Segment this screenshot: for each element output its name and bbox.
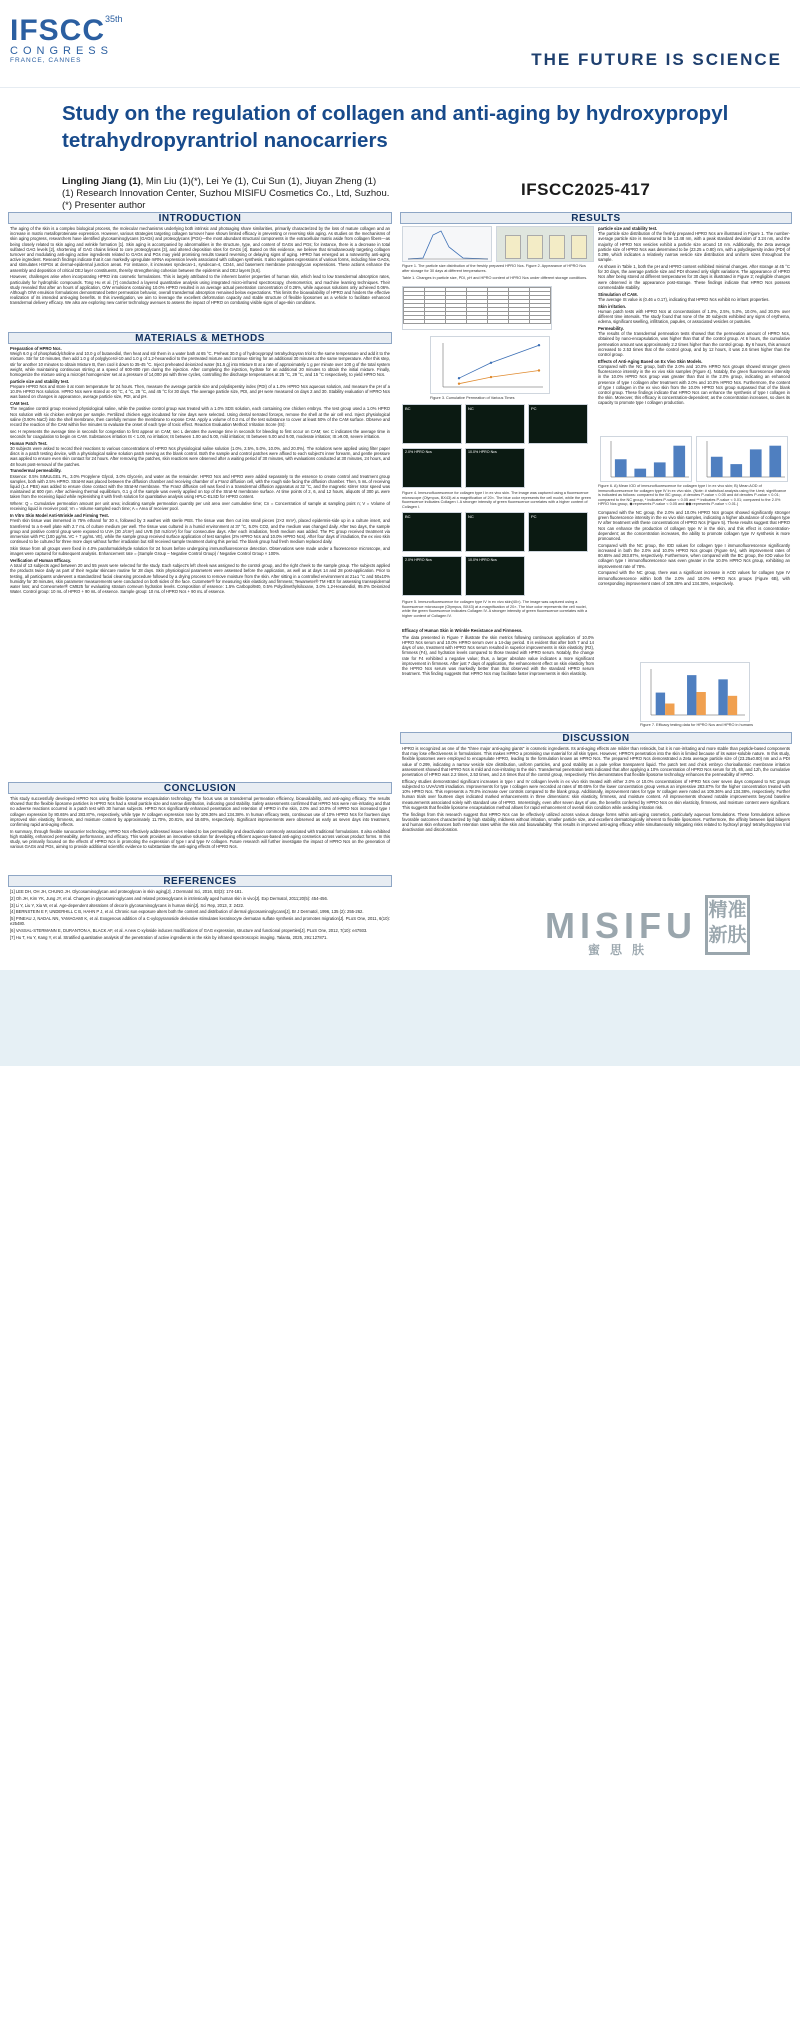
- figure-5-10pct: 10.0% HPRO Ncs: [465, 556, 525, 596]
- figure-6a-chart: [601, 437, 693, 483]
- figure-5-2pct: 2.0% HPRO Ncs: [402, 556, 462, 596]
- table-cell: [530, 320, 551, 324]
- results-text-right-2: [598, 510, 790, 660]
- ifscc-ring-icon: [283, 1966, 317, 2000]
- figure-3-chart: [431, 337, 551, 395]
- figure-4-10pct: 10.0% HPRO Ncs: [465, 448, 525, 488]
- paragraph: particle size and stability test. The particle size distribution of the freshly prepared HPRO Ncs are illustrated in Figure 1. The number-average particle size is measured to be 13.48 nm, with a peak standard deviation of 3.24 nm, and the majority of HPRO Ncs vesicles exhibit a particle size around 10 nm. Additionally, the Zeta average particle size of HPRO Ncs was determined to be (23.25 ± 0.80) nm, with a polydispersity index (PDI) of 0.299, which indicates a relatively narrow vesicle size distribution and uniform sizes throughout the sample.: [598, 226, 790, 263]
- reference-item: [6] VASSAL-STERMANN E, DURANTON A, BLACK AF, et al. A new C-xyloside induces modifications of GAG expression, structure and functional properties[J]. PLoS One, 2012, 7(10): e47933.: [10, 928, 368, 934]
- reference-item: [4] BERNSTEIN E F, UNDERHILL C B, HAHN P J, et al. Chronic sun exposure alters both the content and distribution of dermal glycosaminoglycans[J]. Br J Dermatol, 1996, 135 (2): 255-262.: [10, 909, 364, 915]
- bar: [769, 446, 781, 477]
- bar: [728, 696, 737, 715]
- poster-title: Study on the regulation of collagen and anti-aging by hydroxypropyl tetrahydropyrantriol nanocarriers: [62, 102, 729, 152]
- figure-5-pc: PC: [528, 512, 588, 552]
- reference-item: [7] Hu T, Hu Y, Kang Y, et al. Stratified quantitative analysis of the penetration of active ingredients in the skin by infrared spectroscopic imaging. Talanta, 2025, 291:127871.: [10, 934, 328, 940]
- figure-4-bc: BC: [402, 404, 462, 444]
- bar: [730, 464, 742, 477]
- paragraph: Compared with the NC group, there was a significant increase in AOD values for collagen type IV immunofluorescence within both the 2.0% and 10.0% HPRO Ncs groups (Figure 6B), with corresponding improvement rates of 109.36% and 134.38%, respectively.: [598, 570, 790, 586]
- section-conclusion: CONCLUSION: [8, 782, 392, 794]
- brand-seal: 精准新肤: [705, 895, 750, 955]
- introduction-text: The aging of the skin is a complex biological process, the molecular mechanisms underlying both intrinsic and photoaging share similarities, primarily characterized by the loss of mature collagen and an increase in matrix metalloproteinase expression. However, various strategies targeting collagen turnover have shown limited efficacy in preventing or reversing skin aging. As studies on the mechanisms of skin aging progress, researchers have identified glycosaminoglycans (GAGs) and proteoglycans (PGs)—the most abundant structural components in the extracellular matrix aside from collagen fibers—as being closely related to skin aging and wrinkle formation [1]. Skin aging is accompanied by abnormalities in the structure, type, and content of GAGs and PGs; for instance, there is a decrease in total sulfated GAG levels [2], shortening of GAG chains linked to core proteoglycans [3], and altered deposition sites for GAGs [4]. Based on this evidence, we believe that simultaneously targeting collagen turnover and modulating anti-aging active ingredients related to GAGs and PGs may yield promising results toward reversing or delaying signs of aging. HPRO has emerged as a noteworthy anti-aging active ingredient. Research findings indicate that it can markedly upregulate mRNA expression levels associated with collagen synthesis. It also regulates expressions of various forms, including hive GAGs, and stimulates HSPGs at dermal-epidermal junction areas. For instance, it increases syndecan-1, syndecan-4, CD44, and basement membrane proteoglycan expressions. These actions enhance the assembly and deposition of critical DEJ layer constituents, thereby strengthening cohesion between the epidermis and DEJ layers [5,6]. However, challenges arise when incorporating HPRO into cosmetic formulations. This is largely attributed to the inherent barrier properties of human skin, which lead to low transdermal absorption rates, particularly for hydrophilic compounds. Tong Hu et al. [7] conducted a layered quantitative analysis using integrated micro-infrared spectroscopy, chemometrics, and machine learning techniques. Their study revealed that after an hours of application, O/W emulsions containing 10.0% HPRO resulted in an average actual penetration concentration of 0.26%, while aqueous solutions only achieved 0.06%. Although O/W emulsion formulations demonstrated better permeation behavior, overall transdermal absorption remained below expectations. This limits the bioavailability of HPRO and hinders the effective realization of its intended anti-aging benefits. In this investigation, we aim to leverage the excellent deformation capacity and stable structure of flexible liposomes as a vehicle to facilitate enhanced transdermal delivery efficacy. We also are exploring new carrier technology avenues to assess the impact of HPRO on combating visible signs of age-skin conditions.: [10, 226, 390, 306]
- paragraph: Compared with the NC group, the 2.0% and 10.0% HPRO Ncs groups showed significantly stronger green fluorescence intensity in the ex vivo skin samples, indicating a higher abundance of collagen type IV after treatment with these concentrations of HPRO Ncs (Figure 5). These results suggest that HPRO Ncs can enhance the production of collagen type IV in the skin, and this effect is concentration-dependent; as the concentration increases, the ability to promote collagen type IV synthesis is more pronounced.: [598, 510, 790, 542]
- discussion-paragraph: Efficacy studies demonstrated significant increases in type I and IV collagen levels in ex vivo skin treated with either 2.0% or 10.0% concentrations of HPRO Ncs over seven days compared to NC groups subjected to UVA/UVB irradiation. Improvements for type I collagen were recorded at rates of 80.65% for the lower concentration group versus an impressive 283.87% for the higher concentration treated with 10% HPRO Ncs. This represents a 78.0% increase over controls compared to the blank group. Additionally, improvement rates for type IV collagen were noted as 109.36% and 134.38%, respectively. Further human trials over fourteen days indicated marked enhancements in three dimensions: skin elasticity, firmness, and moisture content. All improvements showed notable improvements beyond baseline measurements associated solely with standard use of HPRO. Interestingly, even after seven days of use, the benefits conferred by HPRO Ncs on skin elasticity, firmness, and moisture content were significant. This suggests that flexible liposome encapsulation method allows for rapid enhancement of overall skin condition while avoiding irritation risk.: [402, 778, 790, 810]
- poster-header: [0, 0, 800, 88]
- efficacy-text: Efficacy of Human Skin in Wrinkle Resistance and Firmness. The data presented in Figure 7 illustrate the skin metrics following continuous application of 10.0% HPRO Ncs serum and 10.0% HPRO serum over a 14-day period. It is evident that after both 7 and 14 days of use, treatment with HPRO Ncs serum resulted in superior improvements in skin elasticity (R2), firmness (F4), and hydration levels compared to those treated with HPRO serum. Notably, the change rate for F4 exhibited a negative value; thus, a larger absolute value indicates a more significant improvement in firmness. After just 7 days of application, the enhancement effect on skin elasticity from the HPRO Ncs serum was markedly better than that observed with the standard HPRO serum treatment. This finding suggests that HPRO Ncs may facilitate faster improvements in skin elasticity.: [402, 628, 594, 677]
- figure-6b: [696, 436, 788, 482]
- sfc-logo: SOCIÉTÉ FRANÇAISE DE COSMÉTOLOGIE: [440, 1978, 641, 2015]
- references-list: [10, 889, 390, 961]
- figure-7-chart: [641, 663, 751, 723]
- reference-item: [2] Oh JH, Kim YK, Jung JY, et al. Changes in glycosaminoglycans and related proteoglycans in intrinsically aged human skin in vivo[J]. Exp Dermatol, 2011;20(5): 454-456.: [10, 895, 328, 901]
- paragraph: Permeability. The results of the transdermal permeation tests showed that the permeation amount of HPRO Ncs, obtained by nano-encapsulation, was higher than that of the control group. At 6 hours, the cumulative permeation amount was approximately 2.2 times higher than the control group. By 6 hours, this amount increased to 2.53 times that of the control group, and by 12 hours, it was 2.6 times higher than the control group.: [598, 326, 790, 358]
- bar: [656, 693, 665, 715]
- paragraph: Compared with the NC group, the IOD values for collagen type I immunofluorescence significantly increased in both the 2.0% and 10.0% HPRO Ncs groups (Figure 6A), with improvement rates of 80.65% and 283.87%, respectively. Furthermore, when compared with the BC group, the IOD value for collagen type I immunofluorescence was even greater in the 10.0% HPRO Ncs group, exhibiting an improvement rate of 78%.: [598, 542, 790, 569]
- paragraph: CAM test. The negative control group received physiological saline, while the positive control group was treated with a 1.0% SDS solution, each containing one chicken embryo. The test group used a 1.0% HPRO Ncs solution with six chicken embryos per sample. Fertilized chicken eggs incubated for nine days were selected. Using dental serrated forceps, remove the shell at the air cell end. Inject physiological saline (0.90% NaCl) into the shell membrane, then carefully remove the membrane to expose CAM. Apply a volume of 0.3 mL of the test substance to cover at least 50% of the CAM surface. Observe and record the reaction of the CAM within five minutes to evaluate the onset of each type of toxic effect. Reaction Evaluation Method: Irritation Score (IS):: [10, 401, 390, 428]
- figure-6-caption: Figure 6. A) Mean IOD of immunofluorescence for collagen type I in ex vivo skin; B) Mean AOD of immunofluorescence for collagen type IV in ex vivo skin. (Note: # statistical analysis using the t-test; significance is indicated as follows: compared to the BC group, # denotes P-value < 0.05 and ## denotes P-value < 0.01; compared to the NC group, * indicates P-value < 0.05 and ** indicates P-value < 0.01; compared to the 2.0% HPRO Ncs group, ◆ represents P-value < 0.05 and ◆◆ represents P-value < 0.01.): [598, 484, 787, 507]
- figure-4-caption: Figure 4. Immunofluorescence for collagen type I in ex vivo skin. The image was captured using a fluorescence microscope (Olympus, BX43) at a magnification of 20×. The blue color represents the cell nuclei, while the green fluorescence indicates Collagen I. A stronger intensity of green fluorescence correlates with a higher content of Collagen I.: [402, 491, 591, 509]
- table-1-caption: Table 1. Changes in particle size, PDI, pH and HPRO content of HPRO Ncs under different storage conditions.: [402, 276, 588, 280]
- table-cell: [488, 320, 509, 324]
- figure-5-bc: BC: [402, 512, 462, 552]
- figure-4-2pct: 2.0% HPRO Ncs: [402, 448, 462, 488]
- table-cell: [509, 320, 530, 324]
- paragraph: Where: Q = Cumulative permeation amount per unit area; indicating sample permeation quantity per unit area over cumulative time; Cn = Concentration of sample at sampling point n; V = Volume of receiving liquid in receiver pool; Vn = Volume sampled each time; A = Area of receiver pool.: [10, 501, 390, 512]
- authors-block: Lingling Jiang (1), Min Liu (1)(*), Lei Ye (1), Cui Sun (1), Jiuyan Zheng (1) (1) Research Innovation Center, Suzhou MISIFU Cosmetics Co., Ltd, Suzhou. (*) Presenter author: [62, 176, 390, 211]
- figure-4-nc: NC: [465, 404, 525, 444]
- section-results: RESULTS: [400, 212, 792, 224]
- bar: [750, 449, 762, 477]
- bar: [687, 675, 696, 715]
- bar: [718, 679, 727, 715]
- reference-item: [1] LEE DH, OH JH, CHUNG JH. Glycosaminoglycan and proteoglycan in skin aging[J]. J Dermatol Sci, 2016, 83(3): 174-181.: [10, 889, 243, 894]
- section-references: REFERENCES: [8, 875, 392, 887]
- series-line: [459, 345, 539, 378]
- discussion-paragraph: The findings from this research suggest that HPRO Ncs can be effectively utilized across various dosage forms within anti-aging cosmetics, particularly aqueous formulations. These formulations achieve favorable outcomes characterized by high stability, mildness without irritation, smaller particle size, and excellent dermatologically inherent to flexible liposomes. Furthermore, the affinity between lipid bilayers and human skin enhances both retention rates within the skin and bioavailability. This results in improved anti-aging efficacy while simultaneously mitigating risks related to hydroxyl propyl tetrahydropyran triol deactivation and discoloration.: [402, 811, 790, 833]
- figure-1-caption: Figure 1. The particle size distribution of the freshly prepared HPRO Ncs. Figure 2. Appearance of HPRO Ncs after storage for 30 days at different temperatures.: [402, 264, 586, 273]
- bar: [615, 459, 627, 477]
- paragraph: Skin irritation. Human patch tests with HPRO Ncs at concentrations of 1.0%, 2.5%, 5.0%, 10.0%, and 20.0% over different time intervals. The study found that none of the 30 subjects exhibited any signs of erythema, edema, significant swelling, infiltration, papules, or associated vesicles or pustules.: [598, 303, 790, 325]
- figure-4-pc: PC: [528, 404, 588, 444]
- table-row: [404, 320, 551, 324]
- figure-3-permeation: [430, 336, 550, 394]
- section-materials: MATERIALS & METHODS: [8, 332, 392, 344]
- figure-1-size-distribution: [402, 226, 492, 262]
- paragraph: As shown in Table 1, both the pH and HPRO content exhibited minimal changes. After storage at 45 °C for 30 days, the average particle size and PDI showed only slight variations. The appearance of HPRO Ncs after being stored at different temperatures for 30 days is illustrated in Figure 2; negligible changes were observed in the appearance post-storage. These findings indicate that HPRO Ncs possess commendable stability.: [598, 264, 790, 290]
- bar: [665, 704, 674, 716]
- figure-3-caption: Figure 3. Cumulative Permeation of Various Times: [430, 396, 515, 400]
- bar: [673, 446, 685, 477]
- figure-1-plot: [403, 227, 493, 263]
- bar: [654, 462, 666, 477]
- discussion-paragraph: HPRO is recognized as one of the "three major anti-aging giants" in cosmetic ingredients. Its anti-aging effects are milder than retinoids, but it is non-irritating and more stable than peptide-based components that may lose effectiveness in formulations. This makes HPRO a promising raw material for all skin types. However, HPRO's penetration into the skin is limited because of its water-soluble nature. In this study, flexible liposomes were employed to encapsulate HPRO, leading to the formulation known as HPRO Ncs. The prepared HPRO Ncs demonstrated a Zeta average particle size of (23.25±0.80) nm and a PDI value of 0.299, indicating a narrow vesicle size distribution, uniform particles, and good stability as a pale yellow transparent liquid. The patch test and chick embryo chorioallantoic membrane irritation assessment showed that HPRO Ncs is mild and non-irritating to the skin. Transdermal penetration tests indicated that after applying a 10% concentration of HPRO Ncs serum for 2h, 6h, and 12h, the cumulative penetration of HPRO was 2.2 times, 2.53 times, and 2.6 times that of the control group, respectively. This demonstrates that flexible liposome technology enhances the permeability of HPRO.: [402, 746, 790, 778]
- ifscc-logo: $IFSCC^{35th}$ CONGRESS FRANCE, CANNES: [10, 14, 123, 64]
- paragraph: Stimulation of CAM. The average IS value is (0.46 ± 0.17), indicating that HPRO Ncs exhibit no irritant properties.: [598, 291, 770, 302]
- paragraph: Effects of Anti-Aging Based on Ex Vivo Skin Models. Compared with the NC group, both the 2.0% and 10.0% HPRO Ncs groups showed stronger green fluorescence intensity in the ex vivo skin samples (Figure 4). Notably, the green fluorescence intensity in the 10.0% HPRO Ncs group was greater than that in the 2.0% group, indicating an enhanced presence of type I collagen after treatment with 2.0% and 10.0% HPRO Ncs. Furthermore, the content of type I collagen in the ex vivo skin from the 10.0% HPRO Ncs group surpassed that of the blank control group. These findings indicate that HPRO Ncs can enhance the synthesis of type I collagen in the skin. Moreover, this efficacy is concentration-dependent; as the concentration increases, so does its capacity to promote type I collagen production.: [598, 358, 790, 406]
- figure-6a: [600, 436, 692, 482]
- misifu-logo: MISIFU 蜜思肤: [545, 905, 697, 957]
- table-cell: [404, 320, 425, 324]
- table-cell: [446, 320, 467, 324]
- figure-7-caption: Figure 7. Efficacy testing data for HPRO Ncs and HPRO in humans: [640, 723, 754, 727]
- discussion-text: [402, 746, 790, 896]
- bar: [696, 692, 705, 715]
- paragraph: Verification of Human Efficacy. A total of 13 subjects aged between 20 and 55 years were selected for the study. Each subject's left cheek was assigned to the control group, and the right cheek to the sample group. The subjects applied the products twice daily as part of their regular skincare routine for 28 days. Skin physiological parameters were assessed before the application, as well as at days 14 and 28 post-application. Prior to testing, all participants underwent a standardized facial cleansing procedure followed by a drying process to remove moisture from the skin. After sitting in a controlled environment at 21±1 °C and 50±10% humidity for 30 minutes, skin parameter measurements were conducted on both sides of the face. Cutometer® for measuring skin elasticity and firmness; Tewameter® TM HEX for assessing transepidermal water loss; and Corneometer® CM825 for evaluating stratum corneum hydration levels. Composition of essence: 1.5% Carbopol940, 0.5% Polydimethylsiloxane, 3.0% 1,2-Hexanediol, 95.0% Deionized Water. Control group: 10 mL of HPRO + 90 mL of essence. Sample group: 10 mL of HPRO Ncs + 90 mL of essence.: [10, 558, 390, 595]
- paragraph: Skin tissue from all groups were fixed in 4.0% paraformaldehyde solution for 24 hours before undergoing immunofluorescence detection. Observations were made under a fluorescence microscope, and images were captured for subsequent analysis. Enhancement rate = (Sample Group – Negative Control Group) / Negative Control Group × 100%.: [10, 546, 390, 557]
- section-introduction: INTRODUCTION: [8, 212, 392, 224]
- figure-6b-chart: [697, 437, 789, 483]
- paragraph: particle size and stability test. Prepare HPRO Ncs and store it at room temperature for 24 hours. Then, measure the average particle size and polydispersity index (PDI) of a 1.0% HPRO Ncs aqueous solution, and measure the pH of a 10.0% HPRO Ncs solution. HPRO Ncs were stored at -20 °C, 4 °C, 25 °C, and 45 °C for 30 days. The average particle size, PDI, and pH were measured on days 2 and 30. Stability evaluation of HPRO Ncs was based on changes in appearance, average particle size, PDI, and pH.: [10, 378, 390, 400]
- paragraph: In Vitro Skin Model Anti-Wrinkle and Firming Test. Fresh skin tissue was immersed in 75% ethanol for 30 s, followed by 3 washes with sterile PBS. The tissue was then cut into small pieces (2×2 mm²), placed epidermis-side up in a culture insert, and transferred to a 6-well plate with 2.7 mL of culture medium per well. The tissue was cultured in a humid environment at 37 °C, 5.0% CO2, and the medium was changed daily. After two days, the sample group and positive control group were exposed to UVA (30 J/cm²) and UVB (50 mJ/cm²) for four consecutive days. After each irradiation, fresh medium was added. The PC group received treatment via immersion with PC (100 μg/mL VC + 7 μg/mL VE), while the sample group received surface application of test samples (2% HPRO Ncs and 10.0% HPRO Ncs). After four days of irradiation, the ex vivo skin continued to be cultured for three more days without further irradiation but still received sample treatment during this period. The blank group had fresh medium replaced daily.: [10, 513, 390, 545]
- reference-item: [3] Li Y, Liu Y, Xia W, et al. Age-dependent alterations of decorin glycosaminoglycans in human skin[J]. Sci Rep, 2013, 3: 2422.: [10, 902, 245, 908]
- section-discussion: DISCUSSION: [400, 732, 792, 744]
- reference-item: [5] PINEAU J, NADAL NN, YAMAGAMI K, et al. Exogenous addition of a C-xylopyranoside derivative stimulates keratinocyte dermatan sulfate synthesis and promotes migration[J]. PLoS One, 2011, 6(10): e25480.: [10, 916, 390, 927]
- paragraph: sec H represents the average time in seconds for congestion to first appear on CAM; sec L denotes the average time in seconds for bleeding to first occur on CAM; sec C indicates the average time in seconds for coagulation to begin on CAM. Substances irritation IS < 1.00, no irritation; IS between 1.00 and 5.00, mild irritation; IS between 5.00 and 9.00, moderate irritation; IS ≥9.00, severe irritation.: [10, 428, 390, 440]
- figure-7: [640, 662, 750, 722]
- poster-code: IFSCC2025-417: [521, 180, 651, 199]
- bar: [634, 469, 646, 477]
- table-1-grid: [403, 287, 551, 324]
- bar: [711, 457, 723, 477]
- tagline: THE FUTURE IS SCIENCE: [531, 50, 782, 69]
- paragraph: Transdermal permeability. Essence: 0.5% SIMULGEL FL, 3.0% Propylene Glycol, 3.0% Glycerin, and water as the remainder. HPRO Ncs and HPRO were added separately to the essence to create control and treatment group samples, both with 2.5% HPRO. Strat-M was placed between the diffusion chamber and receiving chamber of a Franz diffusion cell, with the rough side facing the diffusion chamber. Then, 5 mL of receiving liquid (1.4 PBS) was added to ensure close contact with the Strat-M membrane. The Franz diffusion cell was fixed in a transdermal diffusion apparatus at 32 °C, and the magnetic stirrer rotor speed was maintained at 600 rpm. After achieving thermal equilibrium, 0.1 g of the sample was evenly applied on top of the Strat-M membrane surface. At time points of 2, 6, and 12 hours, aliquots of 300 μL were taken from the receiving liquid while replenishing it with fresh solution for quantitative analysis using HPLC-ELSD for HPRO content.: [10, 468, 390, 500]
- paragraph: Preparation of HPRO Ncs. Weigh 6.0 g of phosphatidylcholine and 10.0 g of butanediol, then heat and stir them in a water bath at 65 °C. Preheat 30.0 g of hydroxypropyl tetrahydropyran triol to the same temperature and add it to the mixture. Stir for 10 minutes, then add 1.0 g of polyglycerol-10 and 1.0 g of 1,2-hexanediol to the pretreated mixture and continue stirring for an additional 30 minutes at the same temperature. After this step, stir for another 10 minutes to obtain Mixture B, then cool it down to 35-45 °C. Inject preheated deionized water (51.5 g) into Mixture B at a rate of approximately 1 g per minute over 100 g of the total system weight, while maintaining continuous stirring at a speed of 600-800 rpm during the injection. After completing the injection, hydrate for an additional 20 minutes to obtain the initial mixture. Finally, homogenize the mixture using a microjet homogenizer set at a pressure of 14,000 psi with three cycles, controlling the discharge temperatures at 25 °C, 29 °C, and 15 °C respectively, to yield HPRO Ncs.: [10, 346, 390, 378]
- figure-5-caption: Figure 5. Immunofluorescence for collagen type IV in ex vivo skin(40×). The image was captured using a fluorescence microscope (Olympus, BX43) at a magnification of 20×. The blue color represents the cell nuclei, while the green fluorescence indicates Collagen IV. A stronger intensity of green fluorescence correlates with a higher content of Collagen IV.: [402, 600, 588, 618]
- figure-5-nc: NC: [465, 512, 525, 552]
- table-1: [402, 286, 552, 330]
- ifscc-footer-logo: IFSCC: [240, 1966, 360, 2017]
- poster-footer: [0, 970, 800, 2017]
- table-cell: [467, 320, 488, 324]
- results-text-right: [598, 226, 790, 434]
- conclusion-text: This study successfully developed HPRO Ncs using flexible liposome encapsulation technology. The focus was on transdermal permeation efficiency, bioavailability, and anti-aging efficacy. The results showed that the flexible liposome particles in HPRO Ncs had a small particle size and narrow distribution, indicating good stability. Safety assessments confirmed that HPRO Ncs were non-irritating and that no adverse reactions occurred in a patch test with 30 human subjects. HPRO Ncs significantly enhanced penetration and retention of HPRO in the skin, 2.0% and 10.0% of HPRO Ncs increased type I collagen expression by 80.65% and 283.87%, respectively, while type IV collagen expression rose by 109.36% and 134.38%. In human efficacy tests, continuous use of 10% HPRO Ncs for fourteen days improved skin elasticity, firmness, and moisture content by approximately 11.70%, 20.81%, and 18.60%, respectively. Significant improvements were observed as early as seven days into treatment, confirming rapid anti-aging effects. In summary, through flexible nanocarrier technology, HPRO Ncs effectively addressed issues related to low permeability and deactivation commonly associated with traditional formulations. It also exhibited high stability, enhanced permeability, performance, and efficacy. This work provides an innovative solution for developing efficient aqueous-based anti-aging cosmetics across various product forms. In this study, we primarily focused on the effects of HPRO Ncs in promoting the expression of type I and type IV collagen. Future research will further investigate the impact of HPRO Ncs on the generation of various GAGs and PGs, aiming to provide additional scientific evidence to substantiate the anti-aging effects of HPRO Ncs.: [10, 796, 390, 850]
- methods-text: [10, 346, 390, 778]
- figure-2-appearance: [496, 226, 594, 262]
- table-cell: [425, 320, 446, 324]
- paragraph: Human Patch Test. 30 subjects were asked to record their reactions to various concentrations of HPRO Ncs physiological saline solution (1.0%, 2.5%, 5.0%, 10.0%, and 20.0%). The solutions were applied using filter paper discs in a patch testing device, with a physiological saline solution patch serving as the blank control. Both the sample and control patches were affixed to each subject's inner forearm, and gentle pressure was applied to ensure even skin contact for 24 hours. After removing the patches, skin reactions were observed after a waiting period of 30 minutes, with evaluations conducted at 30 minutes, 24 hours, and 48 hours post-removal of the patches.: [10, 440, 390, 467]
